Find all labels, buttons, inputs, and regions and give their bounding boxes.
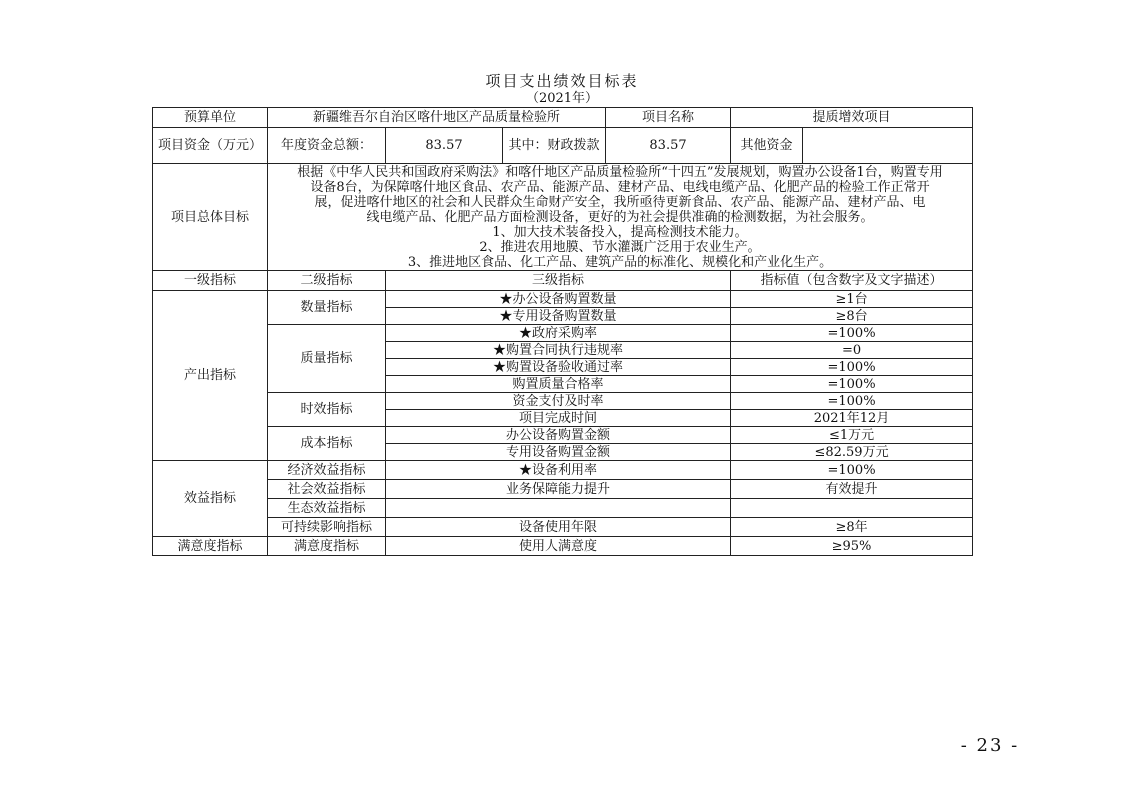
performance-table [152,107,973,556]
output-indicator: 产出指标 [153,291,268,461]
indicator-value: 有效提升 [731,480,973,499]
ecological-indicator: 生态效益指标 [268,499,386,518]
indicator-name [386,499,731,518]
goal-line: 根据《中华人民共和国政府采购法》和喀什地区产品质量检验所“十四五”发展规划，购置办公设备1台，购置专用 [297,164,943,180]
goal-row [153,164,973,271]
indicator-value: =100% [731,359,973,376]
page-number: - 23 - [960,735,1020,756]
cost-indicator: 成本指标 [268,427,386,461]
goal-line: 1、加大技术装备投入，提高检测技术能力。 [492,224,748,240]
indicator-name: 资金支付及时率 [386,393,731,410]
header-row [153,108,973,128]
indicator-name: 项目完成时间 [386,410,731,427]
goal-text [268,164,973,271]
project-name-value: 提质增效项目 [731,108,973,128]
page-subtitle: （2021年） [525,91,599,106]
table-row [153,480,973,499]
value-header: 指标值（包含数字及文字描述） [731,271,973,291]
satisfaction-sub-indicator: 满意度指标 [268,537,386,556]
indicator-value: ≥1台 [731,291,973,308]
table-row [153,518,973,537]
indicator-name: ★购置合同执行违规率 [386,342,731,359]
indicator-value: ≤1万元 [731,427,973,444]
indicator-value: =0 [731,342,973,359]
indicator-name: ★政府采购率 [386,325,731,342]
annual-total-value: 83.57 [386,128,503,164]
quality-indicator: 质量指标 [268,325,386,393]
table-row [153,291,973,308]
goal-line: 3、推进地区食品、化工产品、建筑产品的标准化、规模化和产业化生产。 [407,254,833,270]
indicator-name: ★办公设备购置数量 [386,291,731,308]
budget-unit-label: 预算单位 [153,108,268,128]
table-row [153,393,973,410]
indicator-value: ≥8年 [731,518,973,537]
other-funds-label: 其他资金 [731,128,803,164]
table-row [153,461,973,480]
budget-unit-value: 新疆维吾尔自治区喀什地区产品质量检验所 [268,108,606,128]
indicator-name: 购置质量合格率 [386,376,731,393]
indicator-value: ≥8台 [731,308,973,325]
indicator-name: ★设备利用率 [386,461,731,480]
indicator-name: 设备使用年限 [386,518,731,537]
indicator-value: =100% [731,376,973,393]
indicator-value: =100% [731,325,973,342]
funds-label: 项目资金（万元） [153,128,268,164]
indicator-value: 2021年12月 [731,410,973,427]
indicator-name: 专用设备购置金额 [386,444,731,461]
social-indicator: 社会效益指标 [268,480,386,499]
goal-line: 设备8台，为保障喀什地区食品、农产品、能源产品、建材产品、电线电缆产品、化肥产品的检验工作正常开 [310,179,930,195]
indicator-name: ★购置设备验收通过率 [386,359,731,376]
indicator-value: ≥95% [731,537,973,556]
level1-header: 一级指标 [153,271,268,291]
economic-indicator: 经济效益指标 [268,461,386,480]
level2-header: 二级指标 [268,271,386,291]
table-row [153,537,973,556]
indicator-header-row [153,271,973,291]
goal-line: 展，促进喀什地区的社会和人民群众生命财产安全，我所亟待更新食品、农产品、能源产品、建材产品、电 [314,194,926,210]
goal-label: 项目总体目标 [153,164,268,271]
table-row [153,427,973,444]
indicator-value: ≤82.59万元 [731,444,973,461]
timeliness-indicator: 时效指标 [268,393,386,427]
indicator-name: 使用人满意度 [386,537,731,556]
indicator-value [731,499,973,518]
indicator-name: ★专用设备购置数量 [386,308,731,325]
funds-row [153,128,973,164]
project-name-label: 项目名称 [606,108,731,128]
annual-total-label: 年度资金总额： [268,128,386,164]
fiscal-funds-label: 其中：财政拨款 [503,128,606,164]
fiscal-funds-value: 83.57 [606,128,731,164]
satisfaction-indicator: 满意度指标 [153,537,268,556]
indicator-name: 办公设备购置金额 [386,427,731,444]
table-row [153,499,973,518]
quantity-indicator: 数量指标 [268,291,386,325]
goal-line: 线电缆产品、化肥产品方面检测设备，更好的为社会提供准确的检测数据，为社会服务。 [366,209,874,225]
level3-header: 三级指标 [386,271,731,291]
sustainable-indicator: 可持续影响指标 [268,518,386,537]
benefit-indicator: 效益指标 [153,461,268,537]
indicator-value: =100% [731,393,973,410]
goal-line: 2、推进农用地膜、节水灌溉广泛用于农业生产。 [479,239,761,255]
table-row [153,325,973,342]
indicator-value: =100% [731,461,973,480]
page-title: 项目支出绩效目标表 [485,72,639,90]
indicator-name: 业务保障能力提升 [386,480,731,499]
other-funds-value [803,128,973,164]
